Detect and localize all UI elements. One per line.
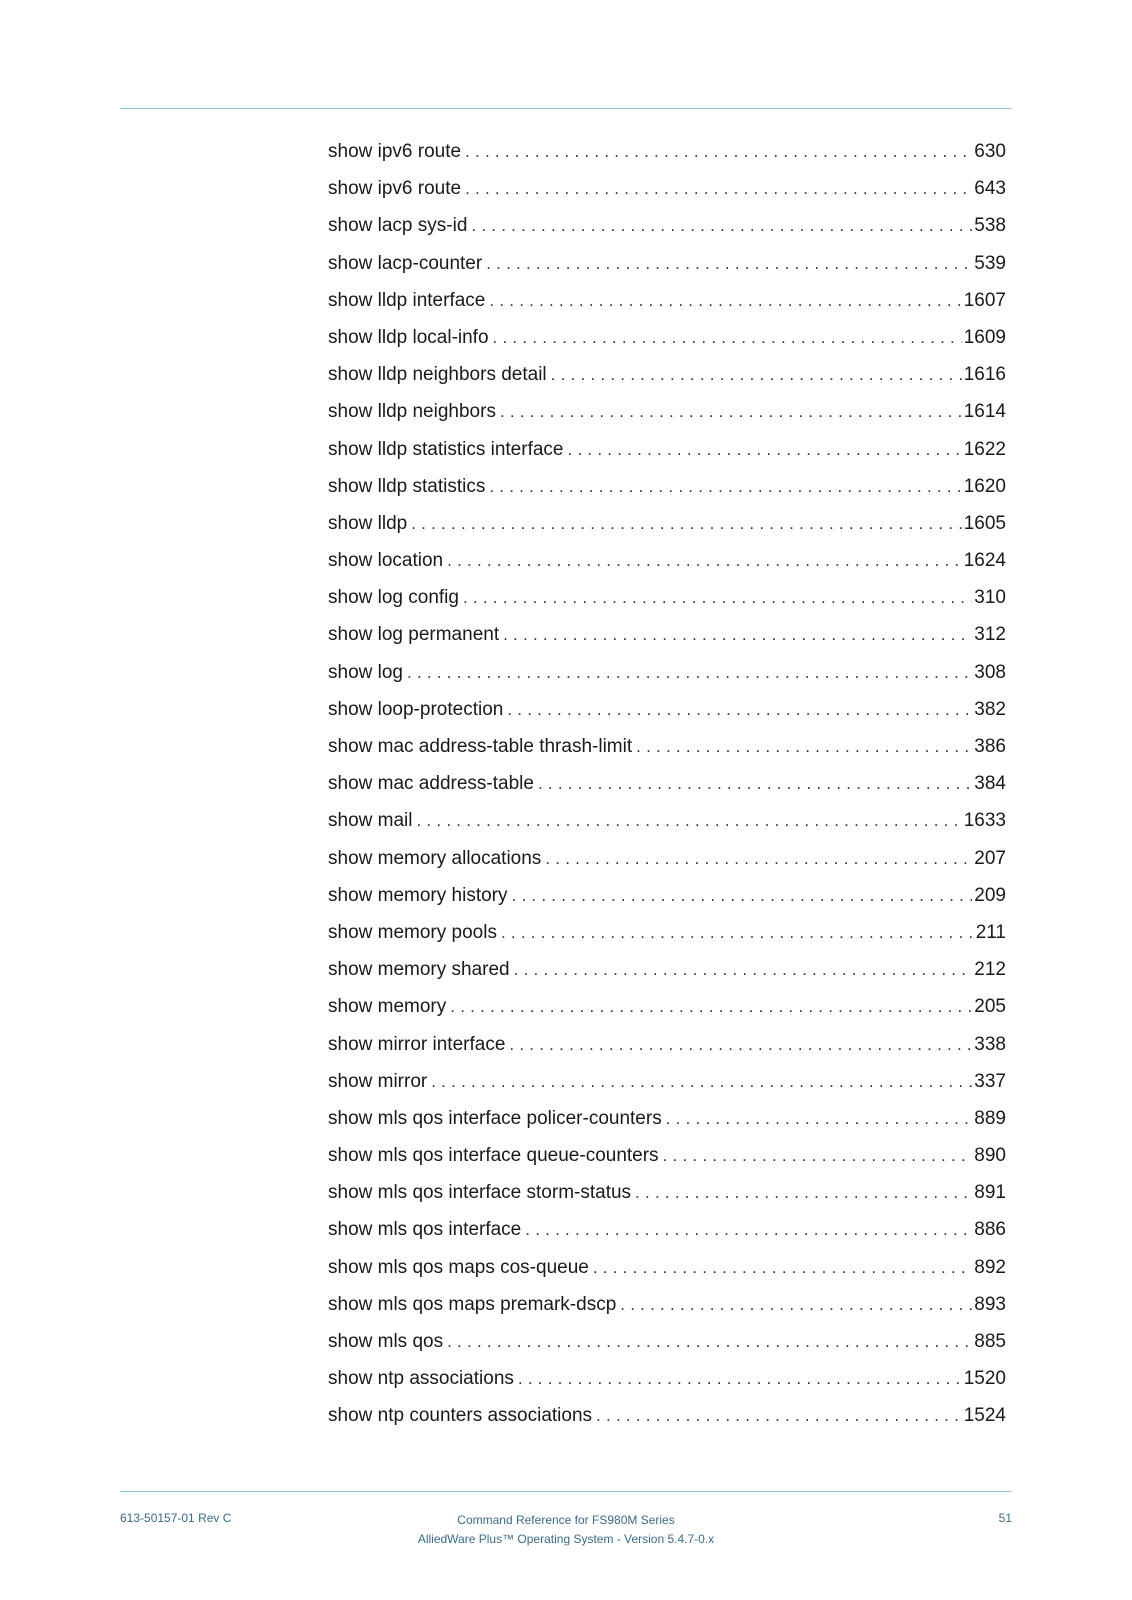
index-entry-page: 337: [974, 1070, 1006, 1092]
dot-leader: [501, 914, 974, 951]
index-entry-page: 893: [974, 1293, 1006, 1315]
index-entry-command: show lacp sys-id: [328, 215, 468, 237]
index-entry-page: 890: [974, 1145, 1006, 1167]
dot-leader: [493, 319, 962, 356]
index-entry[interactable]: [328, 393, 1006, 430]
index-list: [328, 133, 1006, 1435]
index-entry-page: 1616: [963, 364, 1006, 386]
dot-leader: [489, 468, 961, 505]
index-entry[interactable]: [328, 319, 1006, 356]
index-entry-command: show lldp: [328, 512, 408, 534]
index-entry-page: 892: [974, 1256, 1006, 1278]
index-entry-page: 1524: [963, 1405, 1006, 1427]
dot-leader: [431, 1063, 972, 1100]
dot-leader: [509, 1026, 972, 1063]
index-entry[interactable]: [328, 728, 1006, 765]
index-entry[interactable]: [328, 431, 1006, 468]
index-entry[interactable]: [328, 468, 1006, 505]
index-entry-page: 212: [974, 959, 1006, 981]
index-entry-command: show memory allocations: [328, 847, 542, 869]
index-entry-page: 630: [974, 141, 1006, 162]
index-entry[interactable]: [328, 579, 1006, 616]
index-entry-command: show mls qos interface queue-counters: [328, 1145, 659, 1167]
index-entry[interactable]: [328, 914, 1006, 951]
header-rule: [120, 108, 1012, 109]
index-entry-page: 209: [974, 884, 1006, 906]
index-entry-command: show lldp interface: [328, 289, 486, 311]
dot-leader: [450, 988, 972, 1025]
dot-leader: [593, 1249, 972, 1286]
dot-leader: [447, 1323, 972, 1360]
index-entry[interactable]: [328, 840, 1006, 877]
index-entry[interactable]: [328, 1286, 1006, 1323]
dot-leader: [500, 393, 962, 430]
index-entry[interactable]: [328, 505, 1006, 542]
index-entry-command: show mls qos maps premark-dscp: [328, 1293, 617, 1315]
index-entry[interactable]: [328, 1026, 1006, 1063]
index-entry-page: 384: [974, 773, 1006, 795]
index-entry[interactable]: [328, 1360, 1006, 1397]
index-entry[interactable]: [328, 207, 1006, 244]
index-entry-page: 1520: [963, 1368, 1006, 1390]
dot-leader: [471, 207, 972, 244]
index-entry-command: show mail: [328, 810, 413, 832]
index-entry-page: 1614: [963, 401, 1006, 423]
index-entry[interactable]: [328, 616, 1006, 653]
footer-title-line1: Command Reference for FS980M Series: [457, 1513, 675, 1527]
index-entry-page: 205: [974, 996, 1006, 1018]
index-entry-page: 1624: [963, 550, 1006, 572]
index-entry-command: show memory pools: [328, 921, 497, 943]
index-entry-page: 1605: [963, 512, 1006, 534]
index-entry[interactable]: [328, 170, 1006, 207]
index-entry[interactable]: [328, 988, 1006, 1025]
index-entry-page: 308: [974, 661, 1006, 683]
index-entry-page: 643: [974, 178, 1006, 200]
index-entry-page: 538: [974, 215, 1006, 237]
dot-leader: [463, 579, 972, 616]
dot-leader: [666, 1100, 973, 1137]
dot-leader: [503, 616, 972, 653]
index-entry[interactable]: [328, 877, 1006, 914]
dot-leader: [407, 654, 972, 691]
index-entry-command: show mirror interface: [328, 1033, 506, 1055]
index-entry[interactable]: [328, 245, 1006, 282]
index-entry-command: show mls qos interface policer-counters: [328, 1107, 662, 1129]
index-entry[interactable]: [328, 1063, 1006, 1100]
index-entry-command: show lldp neighbors detail: [328, 364, 547, 386]
index-entry-page: 310: [974, 587, 1006, 609]
dot-leader: [551, 356, 962, 393]
dot-leader: [663, 1137, 973, 1174]
dot-leader: [416, 802, 961, 839]
dot-leader: [538, 765, 972, 802]
index-entry[interactable]: [328, 133, 1006, 170]
index-entry-page: 1609: [963, 326, 1006, 348]
dot-leader: [465, 133, 972, 170]
index-entry-page: 1620: [963, 475, 1006, 497]
dot-leader: [411, 505, 962, 542]
footer-rule: [120, 1491, 1012, 1492]
index-entry-page: 1607: [963, 289, 1006, 311]
index-entry-command: show mac address-table: [328, 773, 534, 795]
footer-title: [366, 1511, 766, 1549]
index-entry-command: show lldp local-info: [328, 326, 489, 348]
index-entry-command: show ipv6 route: [328, 141, 462, 162]
index-entry-command: show log permanent: [328, 624, 500, 646]
index-entry-command: show ntp associations: [328, 1368, 514, 1390]
index-entry-page: 886: [974, 1219, 1006, 1241]
index-entry[interactable]: [328, 951, 1006, 988]
index-entry[interactable]: [328, 282, 1006, 319]
footer-title-line2: AlliedWare Plus™ Operating System - Version 5.4.7-0.x: [417, 1532, 715, 1546]
index-entry-command: show lldp neighbors: [328, 401, 496, 423]
index-entry[interactable]: [328, 1211, 1006, 1248]
index-entry-command: show log: [328, 661, 403, 683]
index-entry-command: show memory history: [328, 884, 508, 906]
dot-leader: [507, 691, 972, 728]
index-entry[interactable]: [328, 802, 1006, 839]
index-entry-command: show mls qos interface: [328, 1219, 522, 1241]
index-entry[interactable]: [328, 765, 1006, 802]
dot-leader: [545, 840, 972, 877]
index-entry-command: show lldp statistics interface: [328, 438, 564, 460]
index-entry-command: show ipv6 route: [328, 178, 462, 200]
dot-leader: [635, 1174, 972, 1211]
index-entry-command: show mls qos interface storm-status: [328, 1182, 632, 1204]
index-entry-command: show mirror: [328, 1070, 428, 1092]
dot-leader: [568, 431, 962, 468]
index-entry[interactable]: [328, 691, 1006, 728]
index-entry-command: show location: [328, 550, 444, 572]
index-entry-page: 207: [974, 847, 1006, 869]
dot-leader: [447, 542, 962, 579]
index-entry-page: 338: [974, 1033, 1006, 1055]
index-entry-command: show lacp-counter: [328, 252, 483, 274]
index-entry-command: show ntp counters associations: [328, 1405, 593, 1427]
index-entry[interactable]: [328, 1137, 1006, 1174]
index-entry-page: 539: [974, 252, 1006, 274]
index-entry-command: show loop-protection: [328, 698, 504, 720]
index-entry[interactable]: [328, 1249, 1006, 1286]
index-entry-page: 382: [974, 698, 1006, 720]
index-entry-command: show mac address-table thrash-limit: [328, 736, 633, 757]
dot-leader: [514, 951, 973, 988]
index-entry[interactable]: [328, 654, 1006, 691]
index-entry-command: show lldp statistics: [328, 475, 486, 497]
index-entry-command: show mls qos maps cos-queue: [328, 1256, 589, 1278]
index-entry[interactable]: [328, 1174, 1006, 1211]
dot-leader: [620, 1286, 972, 1323]
footer-page-number: 51: [998, 1511, 1012, 1525]
index-entry-command: show log config: [328, 587, 459, 609]
index-entry[interactable]: [328, 1323, 1006, 1360]
index-entry[interactable]: [328, 1100, 1006, 1137]
index-entry-page: 211: [975, 921, 1006, 943]
index-entry-page: 885: [974, 1331, 1006, 1352]
dot-leader: [518, 1360, 962, 1397]
index-entry[interactable]: [328, 542, 1006, 579]
index-entry-command: show memory: [328, 996, 447, 1018]
dot-leader: [596, 1397, 962, 1434]
index-entry[interactable]: [328, 1397, 1006, 1434]
index-entry[interactable]: [328, 356, 1006, 393]
dot-leader: [636, 728, 972, 765]
index-entry-command: show mls qos: [328, 1331, 444, 1352]
index-entry-page: 386: [974, 736, 1006, 757]
dot-leader: [512, 877, 973, 914]
dot-leader: [465, 170, 972, 207]
dot-leader: [489, 282, 961, 319]
index-entry-page: 1633: [963, 810, 1006, 832]
dot-leader: [486, 245, 972, 282]
index-entry-page: 891: [974, 1182, 1006, 1204]
dot-leader: [525, 1211, 972, 1248]
footer-doc-number: 613-50157-01 Rev C: [120, 1511, 232, 1525]
index-entry-page: 312: [974, 624, 1006, 646]
index-entry-command: show memory shared: [328, 959, 510, 981]
index-entry-page: 889: [974, 1107, 1006, 1129]
index-entry-page: 1622: [963, 438, 1006, 460]
